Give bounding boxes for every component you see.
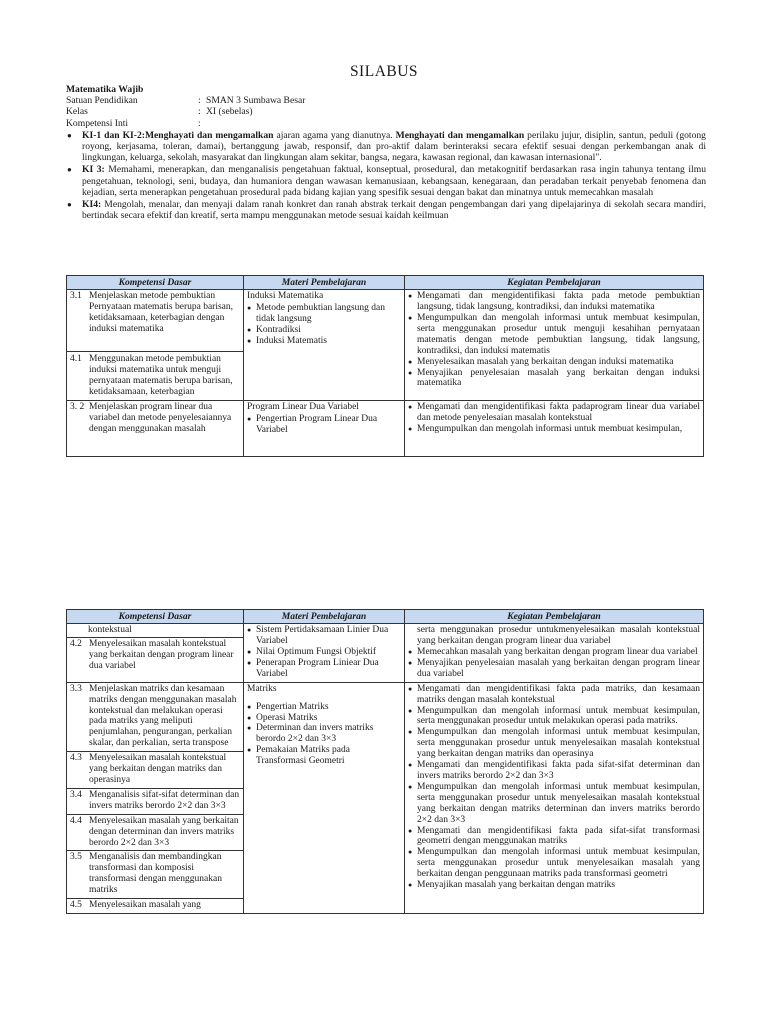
list-item: ● Kontradiksi [247,325,401,336]
document-title: SILABUS [349,63,419,80]
materi-list [247,414,401,436]
list-item: ● Menyajikan penyelesaian masalah yang berkaitan dengan program linear dua variabel [408,658,700,680]
header-kompetensi-dasar: Kompetensi Dasar [67,610,244,624]
kd-text: Menyelesaikan masalah yang berkaitan dengan determinan dan invers matriks berordo 2×2 dan 3×3 [89,815,239,848]
kegiatan-list [408,402,700,435]
meta-separator: : [198,95,201,107]
table-header-row [67,610,704,624]
materi-title: Induksi Matematika [247,291,324,302]
ki-item-3 [66,164,706,198]
list-item: ● Pengertian Program Linear Dua Variabel [247,414,401,436]
header-kompetensi-dasar: Kompetensi Dasar [67,276,244,290]
kd-text: Menganalisis dan membandingkan transformasi dan komposisi transformasi dengan menggunakan matriks [89,852,222,896]
ki-label: KI 3: [82,164,105,176]
syllabus-table-1 [66,275,704,457]
kd-continuation: kontekstual [67,624,243,638]
kd-entry [67,752,243,789]
meta-row-class [66,106,706,117]
kd-number: 4.3 [70,753,82,764]
kd-number: 3.4 [70,789,82,800]
table-row [67,682,704,913]
kegiatan-cell [405,624,704,683]
list-item: ● Menyajikan penyelesaian masalah yang berkaitan dengan induksi matematika [408,368,700,390]
table-row [67,624,704,683]
kegiatan-list [408,684,700,891]
kd-text: Menyelesaikan masalah kontekstual yang berkaitan dengan program linear dua variabel [89,639,234,671]
kd-text: Menjelaskan matriks dan kesamaan matriks dengan menggunakan masalah kontekstual dan melakukan operasi pada matriks yang meliputi penjumlahan, pengurangan, perkalian skalar, dan perkalian, serta transpose [89,683,237,749]
kegiatan-cell [405,400,704,456]
kd-text: Menyelesaikan masalah kontekstual yang berkaitan dengan matriks dan operasinya [89,753,227,785]
materi-cell [244,682,405,913]
kegiatan-list [408,291,700,389]
kd-number: 4.2 [70,639,82,650]
kd-text: Menganalisis sifat-sifat determinan dan invers matriks berordo 2×2 dan 3×3 [89,789,240,811]
list-item: ● Determinan dan invers matriks berordo 2×2 dan 3×3 [247,723,401,745]
kd-entry [67,851,243,899]
kd-number: 3. 2 [70,401,85,412]
document-header [66,84,706,222]
kd-number: 4.1 [70,354,82,365]
list-item: ● Mengumpulkan dan mengolah informasi untuk membuat kesimpulan, [408,424,700,435]
materi-cell [244,400,405,456]
list-item: ● Operasi Matriks [247,713,401,724]
ki-text: perilaku jujur, disiplin, santun, peduli (gotong royong, kerjasama, toleran, damai), bertanggung jawab, responsif, dan pro-aktif dalam berinteraksi secara efektif sesuai dengan perkembangan anak di lingkungan, keluarga, sekolah, masyarakat dan lingkungan alam sekitar, bangsa, negara, kawasan regional, dan kawasan internasional". [82,129,706,164]
ki-item-1-2 [66,130,706,164]
ki-label: KI-1 dan KI-2: [82,129,145,141]
list-item: ● Memecahkan masalah yang berkaitan dengan program linear dua variabel [408,647,700,658]
ki-highlight: Menghayati dan mengamalkan [395,129,525,141]
ki-label: KI4: [82,199,102,211]
header-materi-pembelajaran: Materi Pembelajaran [244,610,405,624]
core-competence-list [66,130,706,222]
meta-separator: : [198,117,201,129]
kd-entry [67,638,243,674]
kd-entry [67,899,243,913]
materi-cell [244,624,405,683]
kd-entry [67,352,243,400]
kegiatan-continuation: serta menggunakan prosedur untukmenyelesaikan masalah kontekstual yang berkaitan dengan program linear dua variabel [417,625,700,647]
ki-text: ajaran agama yang dianutnya. [273,129,396,141]
ki-item-4 [66,199,706,221]
subject-title: Matematika Wajib [66,84,144,95]
kd-cell [67,290,244,401]
list-item: ● Mengumpulkan dan mengolah informasi untuk membuat kesimpulan, serta menggunakan prosedur untuk menguji kesahihan pernyataan matematis dengan metode pembuktian langsung, tidak langsung, kontradiksi, dan induksi matematis [408,313,700,357]
kd-number: 3.5 [70,852,82,863]
kd-cell [67,624,244,683]
meta-value: XI (sebelas) [206,106,253,118]
materi-title: Program Linear Dua Variabel [247,401,359,412]
list-item: ● Mengamati dan mengidentifikasi fakta pada sifat-sifat determinan dan invers matriks berordo 2×2 dan 3×3 [408,760,700,782]
header-kegiatan-pembelajaran: Kegiatan Pembelajaran [405,610,704,624]
list-item: ● Mengamati dan mengidentifikasi fakta pada metode pembuktian langsung, tidak langsung, kontradiksi, dan induksi matematika [408,291,700,313]
kd-text: Menggunakan metode pembuktian induksi matematika untuk menguji pernyataan matematis berupa barisan, ketidaksamaan, keterbagian [89,354,233,397]
list-item: ● Induksi Matematis [247,336,401,347]
list-item: ● Menyelesaikan masalah yang berkaitan dengan induksi matematika [408,357,700,368]
kd-entry [67,815,243,852]
kegiatan-cell [405,682,704,913]
materi-cell [244,290,405,401]
list-item: ● Mengumpulkan dan mengolah informasi untuk membuat kesimpulan, serta menggunakan prosedur untuk menyelesaikan masalah yang berkaitan dengan penggunaan matriks pada transformasi geometri [408,847,700,880]
list-item: ● Mengamati dan mengidentifikasi fakta pada sifat-sifat transformasi geometri dengan menggunakan matriks [408,826,700,848]
list-item: ● Metode pembuktian langsung dan tidak langsung [247,303,401,325]
ki-highlight: Menghayati dan mengamalkan [144,129,274,141]
list-item: ● Mengumpulkan dan mengolah informasi untuk membuat kesimpulan, serta menggunakan prosedur untuk menyelesaikan masalah kontekstual yang berkaitan dengan matriks dan operasinya [408,727,700,760]
kd-cell [67,400,244,456]
list-item: ● Mengamati dan mengidentifikasi fakta padaprogram linear dua variabel dan metode penyelesaian masalah kontekstual [408,402,700,424]
meta-row-school [66,95,706,106]
kd-entry [67,290,243,352]
materi-title: Matriks [247,683,277,694]
kd-entry [67,683,243,752]
header-kegiatan-pembelajaran: Kegiatan Pembelajaran [405,276,704,290]
kd-cell [67,682,244,913]
table-header-row [67,276,704,290]
list-item: ● Sistem Pertidaksamaan Linier Dua Variabel [247,625,401,647]
table-row [67,400,704,456]
list-item: ● Pengertian Matriks [247,702,401,713]
meta-label: Kelas [66,106,88,118]
meta-separator: : [198,106,201,118]
materi-list [247,625,401,680]
table-row [67,290,704,401]
list-item: ● Mengumpulkan dan mengolah informasi untuk membuat kesimpulan, serta menggunakan prosedur untuk melakukan operasi pada matriks. [408,706,700,728]
kd-text: Menjelaskan metode pembuktian Pernyataan matematis berupa barisan, ketidaksamaan, keterbagian dengan induksi matematika [89,291,234,334]
meta-value: SMAN 3 Sumbawa Besar [206,95,306,107]
meta-label: Kompetensi Inti [66,117,129,129]
kegiatan-list [408,647,700,680]
syllabus-table-2 [66,609,704,914]
kegiatan-cell [405,290,704,401]
list-item: ● Mengamati dan mengidentifikasi fakta pada matriks, dan kesamaan matriks dengan masalah kontekstual [408,684,700,706]
kd-number: 3.3 [70,683,82,694]
header-materi-pembelajaran: Materi Pembelajaran [244,276,405,290]
list-item: ● Penerapan Program Liniear Dua Variabel [247,658,401,680]
list-item: ● Mengumpulkan dan mengolah informasi untuk membuat kesimpulan, serta menggunakan prosedur untuk menyelesaikan masalah kontekstual yang berkaitan dengan matriks determinan dan invers matriks berordo 2×2 dan 3×3 [408,782,700,826]
kd-number: 4.4 [70,815,82,826]
materi-list [247,702,401,767]
ki-text: Mengolah, menalar, dan menyaji dalam ranah konkret dan ranah abstrak terkait dengan pengembangan dari yang dipelajarinya di sekolah secara mandiri, bertindak secara efektif dan kreatif, serta mampu menggunakan metode sesuai kaidah keilmuan [82,199,706,222]
kd-number: 4.5 [70,900,82,911]
kd-text: Menjelaskan program linear dua variabel dan metode penyelesaiannya dengan menggunakan masalah [89,401,232,434]
list-item: ● Nilai Optimum Fungsi Objektif [247,647,401,658]
list-item: ● Menyajikan masalah yang berkaitan dengan matriks [408,880,700,891]
kd-number: 3.1 [70,291,82,302]
materi-list [247,303,401,347]
list-item: ● Pemakaian Matriks pada Transformasi Geometri [247,745,401,767]
meta-row-core-competence [66,118,706,129]
ki-text: Memahami, menerapkan, dan menganalisis pengetahuan faktual, konseptual, prosedural, dan metakognitif berdasarkan rasa ingin tahunya tentang ilmu pengetahuan, teknologi, seni, budaya, dan humaniora dengan wawasan kemanusiaan, kebangsaan, kenegaraan, dan peradaban terkait penyebab fenomena dan kejadian, serta menerapkan pengetahuan prosedural pada bidang kajian yang spesifik sesuai dengan bakat dan minatnya untuk memecahkan masalah [82,164,706,198]
kd-entry [67,789,243,815]
kd-text: Menyelesaikan masalah yang [89,900,201,911]
meta-label: Satuan Pendidikan [66,95,138,107]
